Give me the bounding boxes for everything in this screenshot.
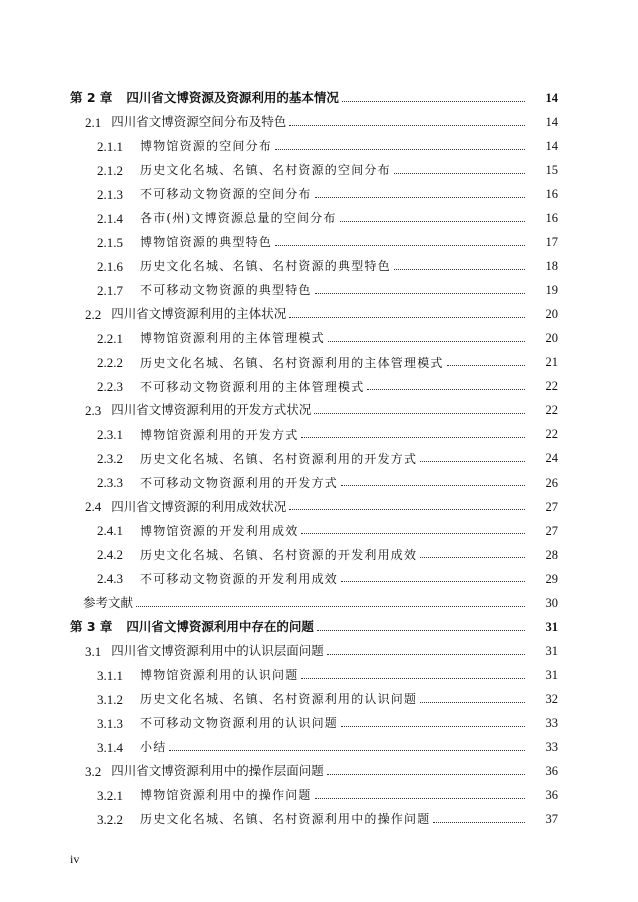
dot-leader [341,485,525,486]
toc-page-number: 27 [545,523,558,538]
toc-entry-title: 博物馆资源的空间分布 [140,139,273,154]
dot-leader [341,581,525,582]
toc-entry-title: 四川省文博资源利用中存在的问题 [126,618,314,634]
toc-entry-title: 不可移动文物资源的空间分布 [140,187,312,202]
toc-section-entry[interactable] [0,759,638,783]
dot-leader [420,702,525,703]
toc-entry-number: 3.1.2 [97,691,123,707]
toc-page-number: 36 [545,788,558,803]
toc-entry-title: 博物馆资源利用的主体管理模式 [140,331,325,346]
toc-entry-title: 四川省文博资源利用中的认识层面问题 [111,642,324,658]
toc-page-number: 28 [545,547,558,562]
toc-page-number: 16 [545,186,558,201]
toc-page-number: 17 [545,235,558,250]
toc-entry-number: 2.3 [85,403,102,419]
toc-entry-number: 2.1.2 [97,162,123,178]
toc-entry-title: 历史文化名城、名镇、名村资源的典型特色 [140,259,391,274]
toc-subsection-entry[interactable] [0,543,638,567]
dot-leader [420,557,525,558]
toc-subsection-entry[interactable] [0,519,638,543]
table-of-contents [0,86,638,831]
toc-entry-title: 四川省文博资源利用的主体状况 [111,306,287,322]
toc-page-number: 31 [545,619,558,634]
toc-subsection-entry[interactable] [0,230,638,254]
toc-page-number: 32 [545,691,558,706]
dot-leader [301,678,525,679]
toc-entry-number: 2.4.1 [97,523,123,539]
toc-page-number: 22 [545,427,558,442]
toc-entry-number: 2.4 [85,499,102,515]
dot-leader [314,413,525,414]
toc-page-number: 24 [545,451,558,466]
toc-entry-number: 2.1.3 [97,186,123,202]
toc-page-number: 33 [545,715,558,730]
dot-leader [289,317,525,318]
toc-subsection-entry[interactable] [0,423,638,447]
toc-subsection-entry[interactable] [0,278,638,302]
toc-entry-title: 不可移动文物资源利用的开发方式 [140,475,339,490]
toc-entry-number: 2.1.5 [97,234,123,250]
toc-subsection-entry[interactable] [0,158,638,182]
toc-entry-number: 2.1.6 [97,258,123,274]
toc-entry-title: 四川省文博资源利用中的操作层面问题 [111,763,324,779]
toc-entry-title: 历史文化名城、名镇、名村资源利用的认识问题 [140,692,418,707]
toc-subsection-entry[interactable] [0,711,638,735]
dot-leader [136,606,525,607]
toc-entry-number: 2.1.1 [97,138,123,154]
dot-leader [340,221,525,222]
toc-subsection-entry[interactable] [0,735,638,759]
toc-entry-title: 四川省文博资源及资源利用的基本情况 [126,89,339,105]
toc-entry-title: 各市(州)文博资源总量的空间分布 [140,211,337,226]
toc-page-number: 19 [545,283,558,298]
toc-page-number: 14 [545,114,558,129]
toc-page-number: 22 [545,379,558,394]
toc-page-number: 14 [545,138,558,153]
dot-leader [328,341,525,342]
toc-entry-title: 历史文化名城、名镇、名村资源的空间分布 [140,163,391,178]
toc-entry-number: 2.1.7 [97,282,123,298]
toc-subsection-entry[interactable] [0,351,638,375]
toc-page-number: 16 [545,211,558,225]
toc-section-entry[interactable] [0,495,638,519]
toc-page-number: 18 [545,259,558,274]
toc-page-number: 14 [545,90,558,105]
toc-subsection-entry[interactable] [0,326,638,350]
toc-subsection-entry[interactable] [0,447,638,471]
toc-entry-title: 四川省文博资源利用的开发方式状况 [111,402,312,418]
toc-entry-number: 第 3 章 [70,618,113,634]
dot-leader [315,798,525,799]
toc-page-number: 36 [545,764,558,779]
toc-entry-number: 2.3.3 [97,475,123,491]
toc-subsection-entry[interactable] [0,254,638,278]
dot-leader [327,774,525,775]
toc-entry-title: 四川省文博资源空间分布及特色 [111,113,287,129]
toc-page-number: 30 [545,595,558,610]
toc-entry-title: 不可移动文物资源的典型特色 [140,283,312,298]
toc-references-entry[interactable] [0,591,638,615]
toc-entry-number: 2.2.1 [97,330,123,346]
toc-page-number: 37 [545,812,558,827]
toc-subsection-entry[interactable] [0,134,638,158]
toc-subsection-entry[interactable] [0,783,638,807]
toc-entry-number: 2.3.1 [97,427,123,443]
toc-entry-title: 四川省文博资源的利用成效状况 [111,498,287,514]
dot-leader [341,726,525,727]
toc-page-number: 29 [545,571,558,586]
toc-entry-number: 3.1.1 [97,667,123,683]
dot-leader [342,101,525,102]
dot-leader [394,269,525,270]
dot-leader [447,365,525,366]
toc-chapter-entry[interactable] [0,86,638,110]
toc-page-number: 31 [545,667,558,682]
toc-page-number: 20 [545,331,558,346]
toc-entry-title: 博物馆资源利用中的操作问题 [140,788,312,803]
toc-entry-title: 历史文化名城、名镇、名村资源利用的开发方式 [140,451,418,466]
toc-entry-title: 不可移动文物资源利用的主体管理模式 [140,379,365,394]
toc-page-number: 21 [545,355,558,370]
dot-leader [289,125,525,126]
toc-subsection-entry[interactable] [0,471,638,495]
toc-entry-title: 不可移动文物资源的开发利用成效 [140,571,339,586]
dot-leader [317,630,525,631]
toc-page-number: 33 [545,740,558,755]
toc-entry-number: 3.1.3 [97,715,123,731]
toc-entry-title: 参考文献 [83,594,134,610]
toc-entry-number: 2.4.3 [97,571,123,587]
toc-entry-title: 博物馆资源的典型特色 [140,235,273,250]
toc-section-entry[interactable] [0,639,638,663]
toc-entry-number: 第 2 章 [70,89,113,105]
dot-leader [301,437,525,438]
toc-entry-title: 博物馆资源的开发利用成效 [140,523,299,538]
toc-entry-number: 3.1.4 [97,739,123,755]
dot-leader [169,750,525,751]
toc-subsection-entry[interactable] [0,807,638,831]
toc-subsection-entry[interactable] [0,663,638,687]
toc-page-number: 15 [545,162,558,177]
dot-leader [367,389,525,390]
dot-leader [327,654,525,655]
toc-chapter-entry[interactable] [0,615,638,639]
toc-page-number: 26 [545,475,558,490]
toc-subsection-entry[interactable] [0,206,638,230]
toc-page-number: 22 [545,403,558,418]
dot-leader [301,533,525,534]
toc-entry-title: 小结 [140,740,167,755]
toc-entry-number: 2.2 [85,306,102,322]
toc-entry-number: 2.1.4 [97,210,123,226]
toc-entry-number: 3.1 [85,643,102,659]
dot-leader [275,245,525,246]
dot-leader [315,197,525,198]
toc-entry-title: 历史文化名城、名镇、名村资源利用中的操作问题 [140,812,431,827]
toc-entry-number: 2.3.2 [97,451,123,467]
toc-section-entry[interactable] [0,399,638,423]
toc-entry-title: 历史文化名城、名镇、名村资源利用的主体管理模式 [140,355,444,370]
toc-page-number: 31 [545,643,558,658]
dot-leader [420,461,525,462]
dot-leader [433,822,525,823]
dot-leader [394,173,525,174]
dot-leader [289,509,525,510]
dot-leader [315,293,525,294]
toc-entry-number: 3.2 [85,763,102,779]
dot-leader [275,149,525,150]
toc-entry-title: 不可移动文物资源利用的认识问题 [140,716,339,731]
toc-entry-number: 3.2.2 [97,811,123,827]
toc-page-number: 20 [545,307,558,322]
toc-entry-title: 博物馆资源利用的开发方式 [140,427,299,442]
toc-entry-number: 2.2.2 [97,355,123,371]
toc-subsection-entry[interactable] [0,687,638,711]
page-folio: iv [70,852,80,866]
toc-entry-number: 3.2.1 [97,787,123,803]
toc-entry-number: 2.2.3 [97,379,123,395]
toc-section-entry[interactable] [0,110,638,134]
toc-entry-title: 博物馆资源利用的认识问题 [140,668,299,683]
toc-entry-number: 2.4.2 [97,547,123,563]
toc-subsection-entry[interactable] [0,567,638,591]
toc-section-entry[interactable] [0,302,638,326]
toc-entry-title: 历史文化名城、名镇、名村资源的开发利用成效 [140,547,418,562]
toc-page-number: 27 [545,499,558,514]
toc-subsection-entry[interactable] [0,182,638,206]
toc-entry-number: 2.1 [85,114,102,130]
toc-subsection-entry[interactable] [0,375,638,399]
